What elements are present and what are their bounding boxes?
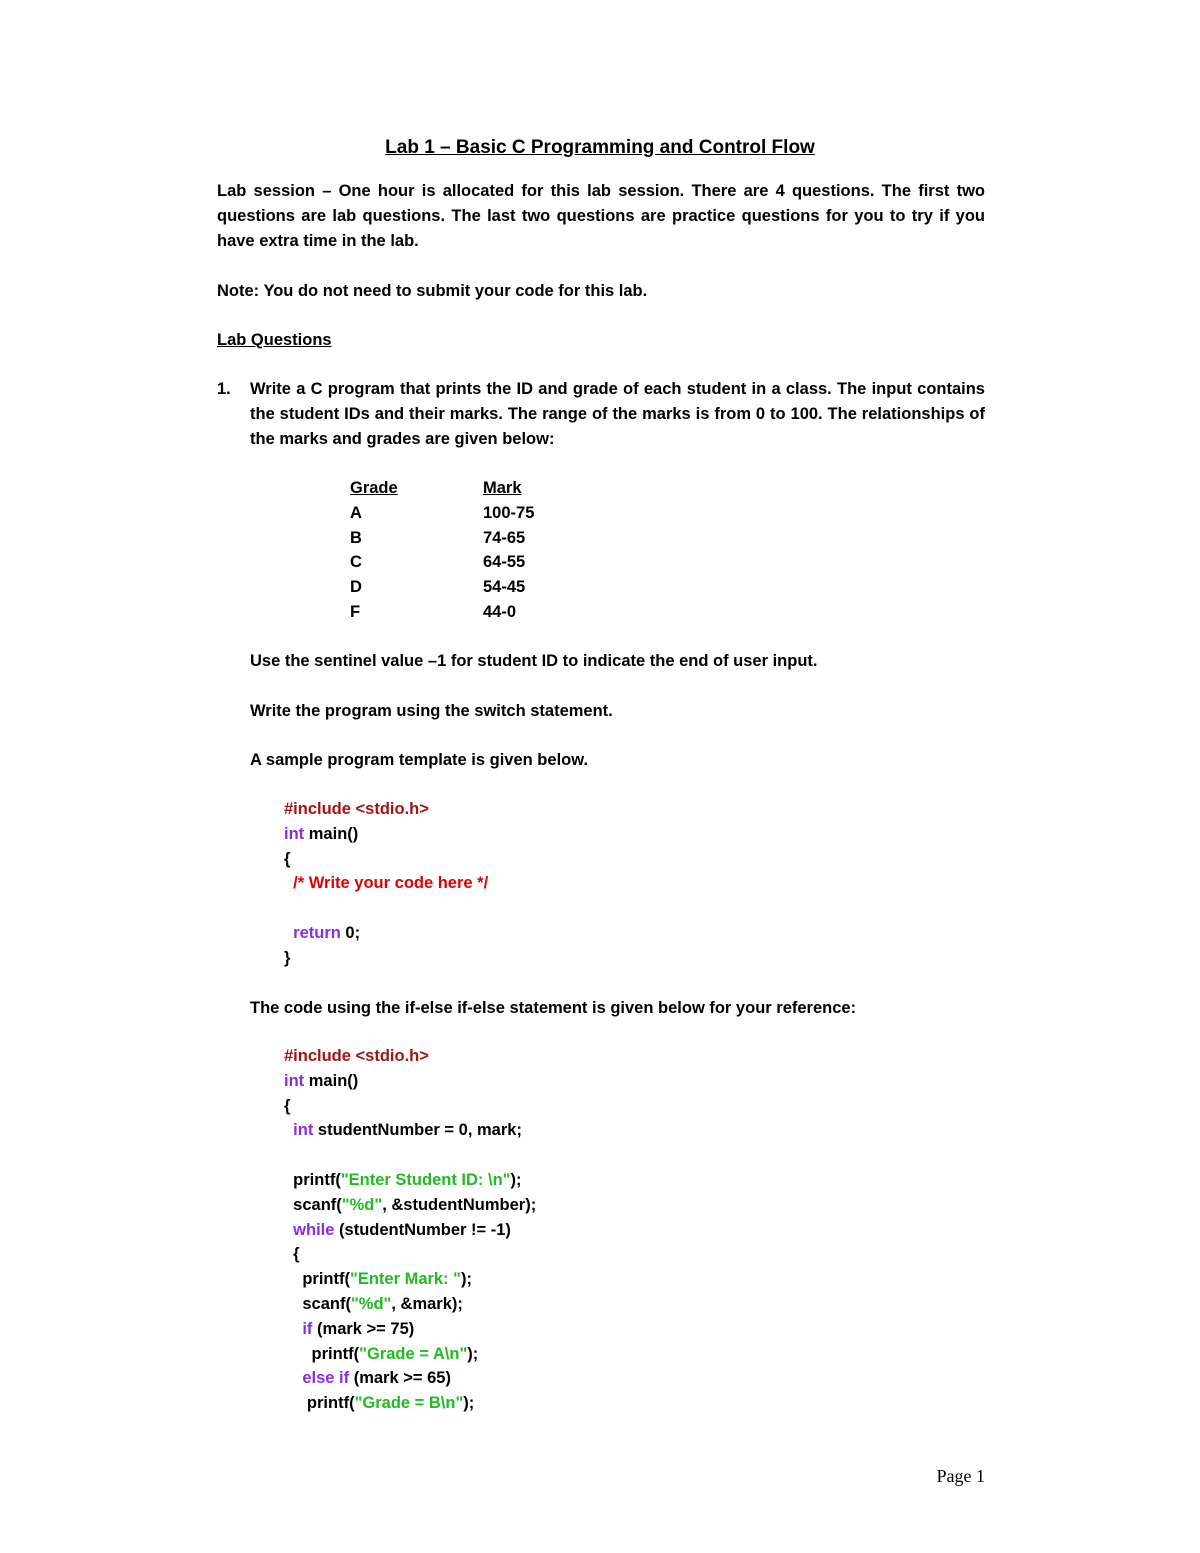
code-text: printf( <box>293 1170 341 1189</box>
code-line <box>284 1366 536 1391</box>
code-keyword: while <box>293 1220 335 1239</box>
mark-cell: 100-75 <box>483 503 535 522</box>
code-line <box>284 1242 536 1267</box>
section-heading: Lab Questions <box>217 331 332 349</box>
code-line <box>284 1292 536 1317</box>
code-string: "%d" <box>350 1294 392 1313</box>
code-string: "Enter Mark: " <box>350 1270 462 1289</box>
code-line <box>284 1069 536 1094</box>
code-line <box>284 871 488 896</box>
code-string: "Enter Student ID: \n" <box>340 1170 511 1189</box>
table-row <box>350 526 650 551</box>
code-text: scanf( <box>293 1195 342 1214</box>
code-text: ); <box>463 1394 475 1413</box>
reference-text: The code using the if-else if-else statement is given below for your reference: <box>250 999 857 1017</box>
code-line <box>284 1391 536 1416</box>
intro-paragraph: Lab session – One hour is allocated for this lab session. There are 4 questions. The first two questions are lab questions. The last two questions are practice questions for you to try if you have extra time in the lab. <box>217 182 985 250</box>
code-line: { <box>284 849 291 868</box>
code-block-template <box>284 797 488 971</box>
grade-cell: C <box>350 553 362 572</box>
code-string: "Grade = B\n" <box>354 1394 464 1413</box>
table-row <box>350 575 650 600</box>
code-comment: /* Write your code here */ <box>293 874 489 893</box>
code-text: , &studentNumber); <box>382 1195 537 1214</box>
mark-cell: 54-45 <box>483 578 526 597</box>
code-line <box>284 1218 536 1243</box>
page-number: Page 1 <box>936 1466 985 1486</box>
code-text: (studentNumber != -1) <box>334 1220 511 1239</box>
code-text: (mark >= 75) <box>312 1319 415 1338</box>
table-row <box>350 600 650 625</box>
table-row <box>350 550 650 575</box>
code-blank-line <box>284 896 488 921</box>
code-line <box>284 1118 536 1143</box>
code-line <box>284 822 488 847</box>
grade-cell: B <box>350 528 362 547</box>
code-keyword: int <box>284 1071 305 1090</box>
code-text: printf( <box>311 1344 360 1363</box>
code-keyword: int <box>284 824 305 843</box>
code-line: } <box>284 948 291 967</box>
code-line <box>284 921 488 946</box>
code-text: { <box>293 1245 300 1264</box>
question-number: 1. <box>217 380 231 398</box>
grade-cell: D <box>350 578 362 597</box>
note-paragraph: Note: You do not need to submit your code for this lab. <box>217 282 648 300</box>
code-text: (mark >= 65) <box>349 1369 451 1388</box>
code-text: ); <box>467 1344 479 1363</box>
code-line <box>284 1193 536 1218</box>
code-keyword: if <box>302 1319 313 1338</box>
code-text: studentNumber = 0, mark; <box>313 1121 522 1140</box>
code-text: printf( <box>306 1394 355 1413</box>
template-text: A sample program template is given below. <box>250 751 589 769</box>
code-line: #include <stdio.h> <box>284 800 429 818</box>
code-text: 0; <box>340 923 361 942</box>
code-text: main() <box>304 1071 359 1090</box>
grade-table <box>350 476 650 625</box>
grade-table-header <box>350 476 650 501</box>
mark-header: Mark <box>483 479 522 497</box>
sentinel-text: Use the sentinel value –1 for student ID to indicate the end of user input. <box>250 652 818 670</box>
code-line: #include <stdio.h> <box>284 1047 429 1065</box>
code-text: ); <box>510 1170 522 1189</box>
document-title: Lab 1 – Basic C Programming and Control Flow <box>385 137 815 158</box>
code-line <box>284 1168 536 1193</box>
code-blank-line <box>284 1143 536 1168</box>
code-text: printf( <box>302 1270 350 1289</box>
grade-cell: F <box>350 602 361 621</box>
code-line <box>284 1317 536 1342</box>
code-line: { <box>284 1096 291 1115</box>
code-text: , &mark); <box>391 1294 463 1313</box>
code-line <box>284 1342 536 1367</box>
mark-cell: 64-55 <box>483 553 526 572</box>
code-keyword: else if <box>302 1369 350 1388</box>
question-text: Write a C program that prints the ID and grade of each student in a class. The input contains the student IDs and their marks. The range of the marks is from 0 to 100. The relationships of the marks and grades are given below: <box>250 380 985 448</box>
code-string: "%d" <box>341 1195 383 1214</box>
code-keyword: return <box>293 923 341 942</box>
code-text: main() <box>304 824 359 843</box>
table-row <box>350 501 650 526</box>
grade-header: Grade <box>350 479 398 497</box>
code-text: scanf( <box>302 1294 351 1313</box>
code-text: ); <box>461 1270 473 1289</box>
code-string: "Grade = A\n" <box>359 1344 468 1363</box>
code-keyword: int <box>293 1121 314 1140</box>
grade-cell: A <box>350 503 362 522</box>
switch-text: Write the program using the switch statement. <box>250 702 613 720</box>
code-block-reference <box>284 1044 536 1416</box>
mark-cell: 74-65 <box>483 528 526 547</box>
code-line <box>284 1267 536 1292</box>
mark-cell: 44-0 <box>483 602 517 621</box>
